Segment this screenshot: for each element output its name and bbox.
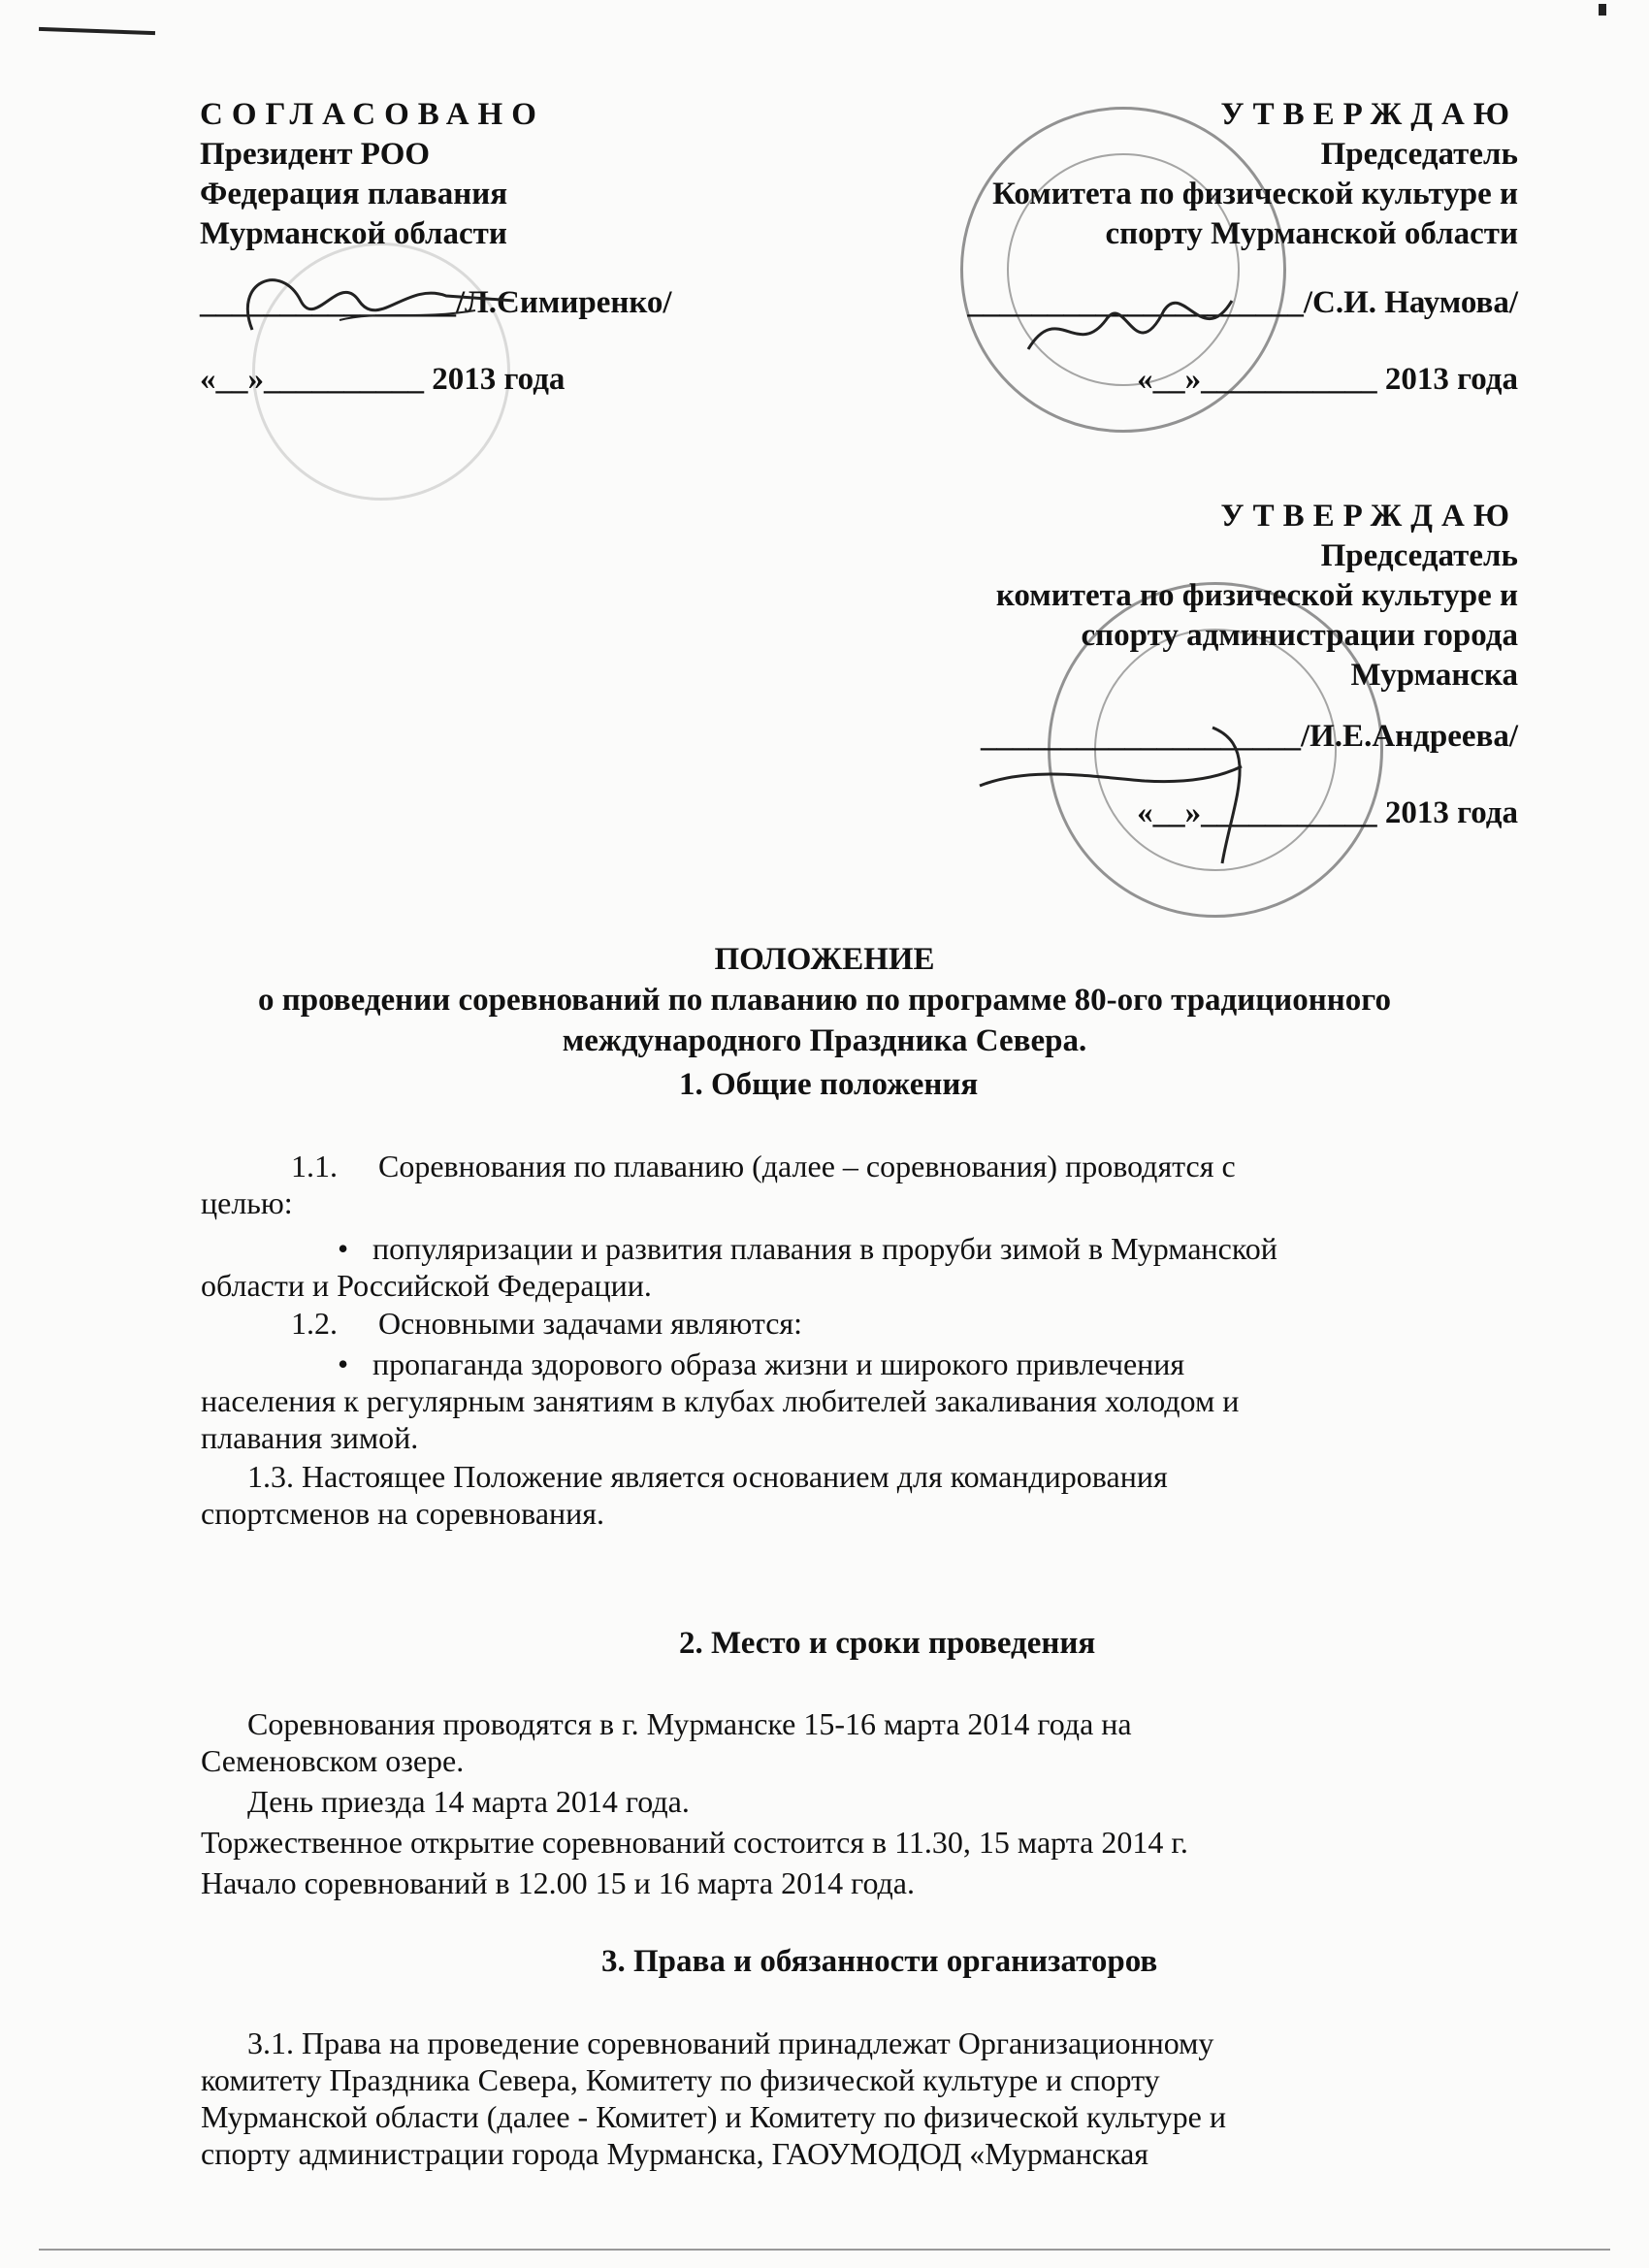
right-approval-1-line: Председатель: [1320, 137, 1518, 172]
document-title: [0, 939, 1649, 1061]
right-approval-2-heading: УТВЕРЖДАЮ: [1220, 499, 1518, 534]
scan-mark-top-left: [39, 27, 155, 35]
signature-naumova: [1018, 262, 1242, 388]
section-3-line4: спорту администрации города Мурманска, ГАОУМОДОД «Мурманская: [201, 2136, 1148, 2171]
left-approval-signature-line: ________________/Л.Симиренко/: [200, 285, 672, 320]
section-2-heading: 2. Место и сроки проведения: [679, 1626, 1096, 1661]
bullet-1: [338, 1230, 1277, 1267]
left-approval-heading: СОГЛАСОВАНО: [200, 97, 545, 132]
clause-1-1: [291, 1148, 1236, 1184]
right-approval-1-date: «__»___________ 2013 года: [1137, 362, 1518, 397]
scan-mark-bottom: [39, 2249, 1610, 2251]
signature-andreeva: [970, 708, 1300, 873]
bullet-2-line3: плавания зимой.: [201, 1420, 419, 1455]
left-approval-date: «__»__________ 2013 года: [200, 362, 566, 397]
left-approval-line: Мурманской области: [200, 216, 507, 251]
bullet-1-line1: популяризации и развития плавания в проруби зимой в Мурманской: [372, 1231, 1277, 1266]
bullet-dot-icon: •: [338, 1231, 349, 1266]
clause-1-2-number: 1.2.: [291, 1306, 338, 1341]
clause-1-2: [291, 1305, 802, 1342]
section-2-line2: Семеновском озере.: [201, 1743, 465, 1778]
right-approval-1-line: спорту Мурманской области: [1105, 216, 1518, 251]
right-approval-2-line: Председатель: [1320, 538, 1518, 573]
clause-1-3-line1: 1.3. Настоящее Положение является основанием для командирования: [247, 1459, 1168, 1494]
right-approval-2-line: Мурманска: [1350, 658, 1518, 693]
left-approval-line: Президент РОО: [200, 137, 431, 172]
section-2-line3: День приезда 14 марта 2014 года.: [247, 1784, 690, 1819]
clause-1-3-line2: спортсменов на соревнования.: [201, 1496, 604, 1531]
right-approval-1-line: Комитета по физической культуре и: [992, 177, 1518, 211]
title-subtitle-line1: о проведении соревнований по плаванию по программе 80-ого традиционного: [258, 983, 1391, 1018]
clause-1-1-number: 1.1.: [291, 1149, 338, 1183]
section-3-line1: 3.1. Права на проведение соревнований принадлежат Организационному: [247, 2025, 1214, 2060]
bullet-2-line1: пропаганда здорового образа жизни и широкого привлечения: [372, 1346, 1185, 1381]
clause-1-2-text: Основными задачами являются:: [378, 1306, 803, 1341]
bullet-2-line2: населения к регулярным занятиям в клубах любителей закаливания холодом и: [201, 1383, 1240, 1418]
left-approval-line: Федерация плавания: [200, 177, 508, 211]
section-3-line3: Мурманской области (далее - Комитет) и Комитету по физической культуре и: [201, 2099, 1226, 2134]
right-approval-2-line: комитета по физической культуре и: [995, 578, 1518, 613]
section-3-line2: комитету Праздника Севера, Комитету по физической культуре и спорту: [201, 2062, 1160, 2097]
section-2-line5: Начало соревнований в 12.00 15 и 16 марта 2014 года.: [201, 1865, 915, 1900]
section-3-heading: 3. Права и обязанности организаторов: [601, 1944, 1158, 1979]
right-approval-1-heading: УТВЕРЖДАЮ: [1220, 97, 1518, 132]
right-approval-2-line: спорту администрации города: [1081, 618, 1518, 653]
bullet-dot-icon: •: [338, 1346, 349, 1381]
right-approval-1-signature-line: _____________________/С.И. Наумова/: [967, 285, 1518, 320]
bullet-1-line2: области и Российской Федерации.: [201, 1268, 652, 1303]
section-2-line4: Торжественное открытие соревнований состоится в 11.30, 15 марта 2014 г.: [201, 1825, 1188, 1860]
clause-1-1-continuation: целью:: [201, 1185, 293, 1220]
scan-mark-top-right: [1599, 4, 1606, 16]
bullet-2: [338, 1345, 1455, 1382]
right-approval-2-signature-line: ____________________/И.Е.Андреева/: [980, 719, 1518, 754]
section-1-heading: 1. Общие положения: [679, 1067, 979, 1102]
title-subtitle-line2: международного Праздника Севера.: [562, 1023, 1087, 1058]
clause-1-1-text: Соревнования по плаванию (далее – соревнования) проводятся с: [378, 1149, 1236, 1183]
signature-simirenko: [223, 243, 534, 359]
section-2-line1: Соревнования проводятся в г. Мурманске 15-16 марта 2014 года на: [247, 1706, 1132, 1741]
title-main: ПОЛОЖЕНИЕ: [714, 942, 935, 977]
right-approval-2-date: «__»___________ 2013 года: [1137, 795, 1518, 830]
